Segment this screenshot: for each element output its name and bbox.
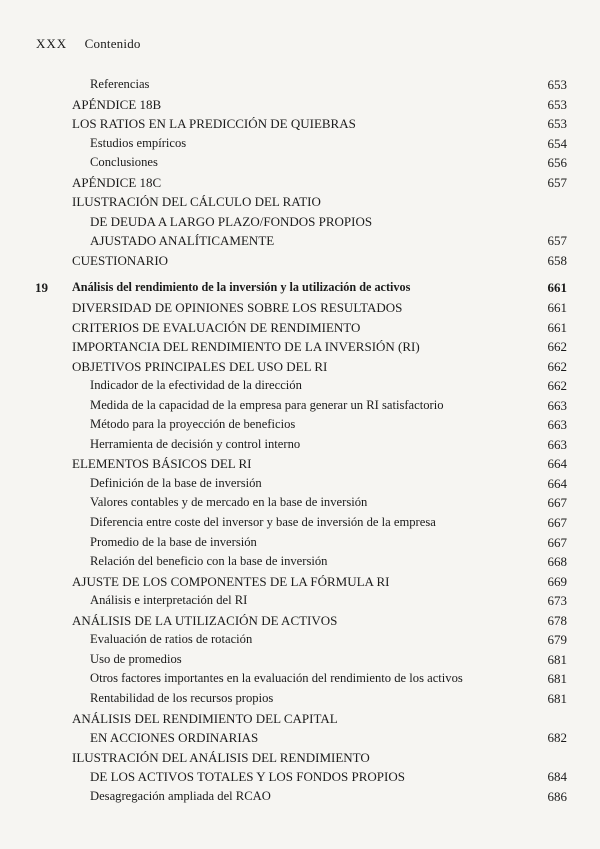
toc-entry-sub[interactable] <box>0 552 600 572</box>
toc-entry-text: LOS RATIOS EN LA PREDICCIÓN DE QUIEBRAS <box>72 116 356 132</box>
toc-entry-sub[interactable] <box>0 396 600 416</box>
toc-entry-page: 664 <box>547 456 567 472</box>
page-numeral: XXX <box>36 36 68 51</box>
toc-entry-page: 678 <box>547 612 567 628</box>
toc-entry-text: AJUSTE DE LOS COMPONENTES DE LA FÓRMULA RI <box>72 573 390 589</box>
toc-entry-page: 662 <box>547 358 567 374</box>
toc-entry-main[interactable] <box>0 173 600 193</box>
toc-entry-main[interactable] <box>0 709 600 729</box>
toc-entry-page: 686 <box>547 788 567 804</box>
table-of-contents <box>0 75 600 806</box>
toc-entry-sub[interactable] <box>0 630 600 650</box>
toc-entry-page: 653 <box>547 77 567 92</box>
toc-entry-sub[interactable] <box>0 415 600 435</box>
toc-entry-text: EN ACCIONES ORDINARIAS <box>90 730 259 746</box>
toc-entry-sub[interactable] <box>0 75 600 95</box>
toc-entry-page: 682 <box>547 730 567 746</box>
toc-entry-text: Otros factores importantes en la evaluación del rendimiento de los activos <box>90 671 463 686</box>
toc-entry-text: ILUSTRACIÓN DEL CÁLCULO DEL RATIO <box>72 194 321 210</box>
running-header <box>36 36 141 52</box>
toc-entry-text: ANÁLISIS DEL RENDIMIENTO DEL CAPITAL <box>72 710 338 726</box>
toc-entry-text: OBJETIVOS PRINCIPALES DEL USO DEL RI <box>72 358 328 374</box>
toc-entry-page: 653 <box>547 116 567 132</box>
toc-entry-main[interactable] <box>0 357 600 377</box>
toc-entry-text: IMPORTANCIA DEL RENDIMIENTO DE LA INVERSIÓN (RI) <box>72 339 420 355</box>
toc-entry-page: 656 <box>547 155 567 171</box>
toc-entry-page: 663 <box>547 436 567 452</box>
toc-entry-main[interactable] <box>0 572 600 592</box>
toc-entry-text: APÉNDICE 18B <box>72 96 162 112</box>
toc-entry-text: DIVERSIDAD DE OPINIONES SOBRE LOS RESULTADOS <box>72 300 403 316</box>
toc-entry-sub[interactable] <box>0 493 600 513</box>
toc-entry-page: 657 <box>547 174 567 190</box>
toc-entry-text: DE LOS ACTIVOS TOTALES Y LOS FONDOS PROPIOS <box>90 769 405 785</box>
toc-entry-sub[interactable] <box>0 787 600 807</box>
toc-entry-text: ILUSTRACIÓN DEL ANÁLISIS DEL RENDIMIENTO <box>72 749 370 765</box>
toc-entry-page: 667 <box>547 495 567 511</box>
toc-entry-page: 661 <box>547 319 567 335</box>
chapter-page: 661 <box>547 280 567 296</box>
header-title: Contenido <box>84 36 141 51</box>
toc-entry-main[interactable] <box>0 748 600 768</box>
chapter-number: 19 <box>35 280 48 296</box>
toc-entry-page: 663 <box>547 397 567 413</box>
toc-entry-sub[interactable] <box>0 134 600 154</box>
toc-entry-main[interactable] <box>0 337 600 357</box>
toc-entry-text: Definición de la base de inversión <box>90 475 262 490</box>
toc-entry-page: 653 <box>547 96 567 112</box>
toc-entry-text: DE DEUDA A LARGO PLAZO/FONDOS PROPIOS <box>90 213 373 229</box>
toc-entry-text: ELEMENTOS BÁSICOS DEL RI <box>72 456 252 472</box>
toc-entry-main[interactable] <box>0 192 600 212</box>
toc-entry-page: 658 <box>547 252 567 268</box>
toc-entry-sub[interactable] <box>0 728 600 748</box>
toc-entry-page: 664 <box>547 475 567 491</box>
toc-entry-page: 681 <box>547 690 567 706</box>
toc-entry-sub[interactable] <box>0 435 600 455</box>
toc-entry-text: Rentabilidad de los recursos propios <box>90 690 274 705</box>
toc-entry-page: 662 <box>547 339 567 355</box>
toc-entry-text: Indicador de la efectividad de la dirección <box>90 378 302 393</box>
toc-entry-text: APÉNDICE 18C <box>72 174 162 190</box>
toc-entry-sub[interactable] <box>0 669 600 689</box>
toc-entry-page: 684 <box>547 769 567 785</box>
toc-entry-sub[interactable] <box>0 513 600 533</box>
toc-entry-sub[interactable] <box>0 474 600 494</box>
toc-entry-text: Uso de promedios <box>90 651 182 666</box>
chapter-title: Análisis del rendimiento de la inversión y la utilización de activos <box>72 280 411 295</box>
toc-entry-sub[interactable] <box>0 591 600 611</box>
toc-entry-text: AJUSTADO ANALÍTICAMENTE <box>90 233 275 249</box>
toc-entry-text: Promedio de la base de inversión <box>90 534 257 549</box>
toc-entry-text: Valores contables y de mercado en la base de inversión <box>90 495 368 510</box>
toc-entry-text: Relación del beneficio con la base de inversión <box>90 554 328 569</box>
toc-entry-page: 673 <box>547 593 567 609</box>
toc-section-chapter-19 <box>0 298 600 806</box>
toc-entry-text: Estudios empíricos <box>90 135 187 150</box>
toc-entry-text: Referencias <box>90 77 150 91</box>
toc-entry-main[interactable] <box>0 611 600 631</box>
chapter-heading[interactable] <box>0 278 600 298</box>
toc-entry-text: CUESTIONARIO <box>72 252 169 268</box>
toc-entry-sub[interactable] <box>0 767 600 787</box>
toc-entry-sub[interactable] <box>0 689 600 709</box>
toc-entry-text: Herramienta de decisión y control interno <box>90 436 301 451</box>
toc-entry-page: 681 <box>547 651 567 667</box>
toc-entry-page: 667 <box>547 515 567 531</box>
toc-entry-page: 681 <box>547 671 567 687</box>
toc-entry-page: 667 <box>547 534 567 550</box>
toc-entry-main[interactable] <box>0 114 600 134</box>
toc-entry-page: 654 <box>547 135 567 151</box>
toc-entry-sub[interactable] <box>0 376 600 396</box>
toc-entry-page: 679 <box>547 632 567 648</box>
toc-section-appendices <box>0 75 600 270</box>
toc-entry-text: Evaluación de ratios de rotación <box>90 632 253 647</box>
toc-entry-sub[interactable] <box>0 153 600 173</box>
toc-entry-sub[interactable] <box>0 533 600 553</box>
toc-entry-main[interactable] <box>0 318 600 338</box>
toc-entry-sub[interactable] <box>0 650 600 670</box>
toc-entry-page: 669 <box>547 573 567 589</box>
toc-entry-page: 663 <box>547 417 567 433</box>
toc-entry-text: Desagregación ampliada del RCAO <box>90 788 271 803</box>
toc-entry-main[interactable] <box>0 251 600 271</box>
toc-entry-main[interactable] <box>0 298 600 318</box>
toc-entry-text: Diferencia entre coste del inversor y base de inversión de la empresa <box>90 515 436 530</box>
toc-entry-text: Conclusiones <box>90 155 158 170</box>
toc-entry-text: ANÁLISIS DE LA UTILIZACIÓN DE ACTIVOS <box>72 612 338 628</box>
toc-entry-text: Método para la proyección de beneficios <box>90 417 296 432</box>
toc-entry-page: 657 <box>547 233 567 249</box>
toc-entry-page: 661 <box>547 300 567 316</box>
toc-entry-page: 668 <box>547 554 567 570</box>
toc-entry-page: 662 <box>547 378 567 394</box>
toc-entry-text: Medida de la capacidad de la empresa para generar un RI satisfactorio <box>90 397 444 412</box>
toc-entry-sub[interactable] <box>0 212 600 232</box>
toc-entry-main[interactable] <box>0 95 600 115</box>
toc-entry-main[interactable] <box>0 454 600 474</box>
toc-entry-text: CRITERIOS DE EVALUACIÓN DE RENDIMIENTO <box>72 319 361 335</box>
toc-entry-sub[interactable] <box>0 231 600 251</box>
toc-entry-text: Análisis e interpretación del RI <box>90 593 248 608</box>
